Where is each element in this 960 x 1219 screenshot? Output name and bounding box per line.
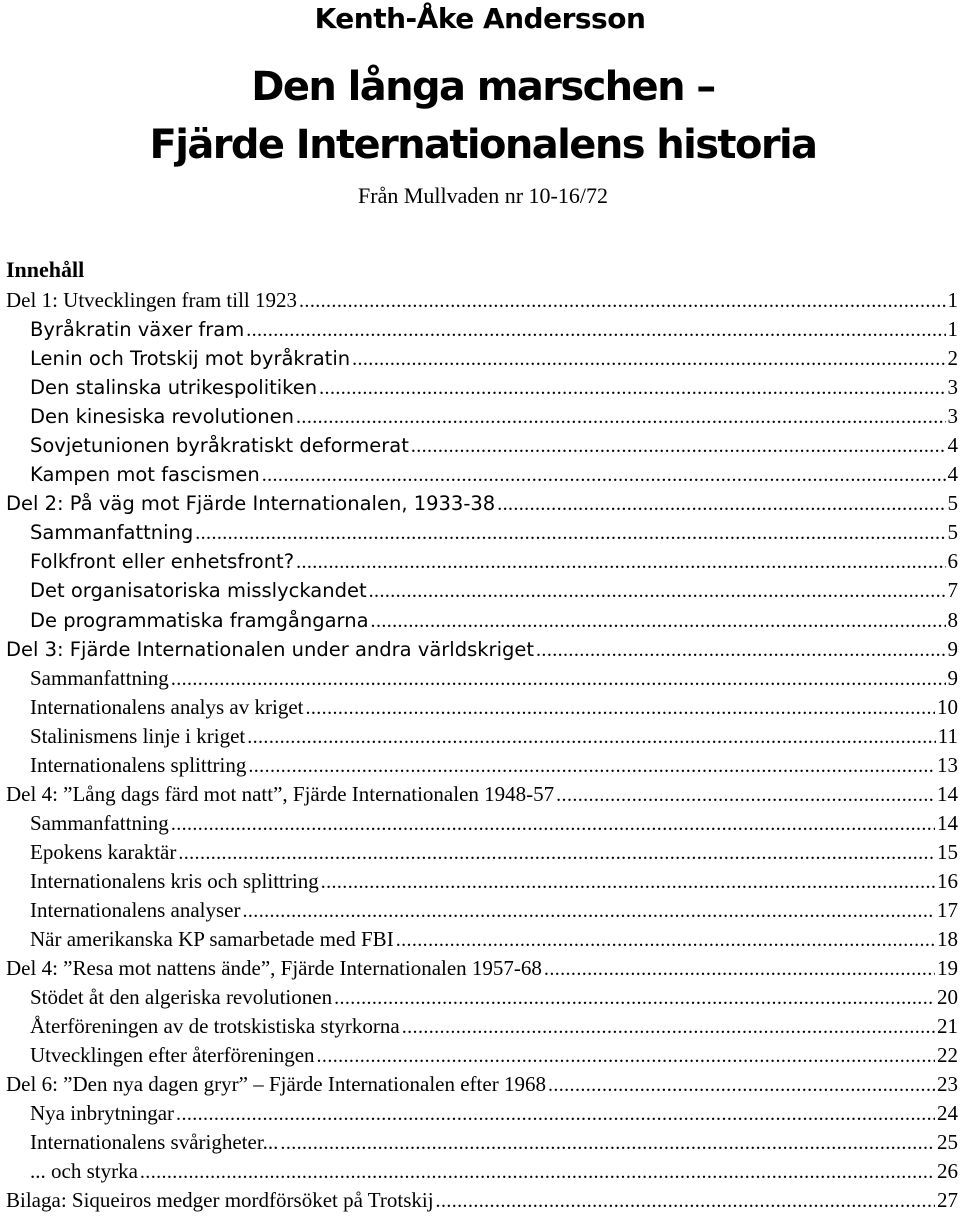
toc-entry[interactable] (0, 780, 960, 809)
toc-entry-label: Sammanfattning (30, 521, 194, 545)
toc-entry-label: Stalinismens linje i kriget (30, 723, 246, 748)
toc-entry-page: 2 (947, 346, 958, 371)
toc-entry-page: 4 (947, 433, 958, 458)
author-name: Kenth-Åke Andersson (314, 2, 646, 35)
toc-entry[interactable] (0, 896, 960, 925)
toc-entry[interactable] (0, 664, 960, 693)
toc-entry[interactable] (0, 809, 960, 838)
toc-entry[interactable] (0, 606, 960, 635)
toc-entry-label: De programmatiska framgångarna (30, 608, 369, 632)
toc-entry-page: 20 (937, 985, 958, 1010)
toc-entry-page: 14 (937, 781, 958, 806)
toc-entry-page: 24 (937, 1101, 958, 1126)
toc-entry-page: 25 (937, 1130, 958, 1155)
toc-entry[interactable] (0, 373, 960, 402)
toc-entry[interactable] (0, 460, 960, 489)
toc-entry-label: Del 6: ”Den nya dagen gryr” – Fjärde Internationalen efter 1968 (6, 1072, 546, 1097)
source-note: Från Mullvaden nr 10-16/72 (358, 183, 608, 208)
toc-entry[interactable] (0, 751, 960, 780)
toc-entry-page: 3 (947, 375, 958, 400)
toc-entry-page: 14 (937, 810, 958, 835)
toc-entry[interactable] (0, 722, 960, 751)
dot-leader (371, 607, 946, 635)
toc-entry-label: Internationalens analys av kriget (30, 694, 304, 719)
toc-entry-label: Del 1: Utvecklingen fram till 1923 (6, 288, 298, 312)
toc-entry[interactable] (0, 635, 960, 664)
toc-entry[interactable] (0, 547, 960, 576)
dot-leader (243, 897, 936, 925)
toc-entry-page: 1 (947, 288, 958, 312)
dot-leader (536, 636, 945, 664)
dot-leader (497, 490, 945, 518)
toc-entry-label: Internationalens svårigheter... (30, 1130, 279, 1155)
dot-leader (296, 548, 945, 576)
toc-entry-label: När amerikanska KP samarbetade med FBI (30, 927, 394, 952)
toc-entry-label: Del 4: ”Resa mot nattens ände”, Fjärde Internationalen 1957-68 (6, 956, 542, 981)
dot-leader (171, 665, 946, 693)
toc-entry-label: Epokens karaktär (30, 839, 177, 864)
toc-entry[interactable] (0, 402, 960, 431)
dot-leader (319, 374, 945, 402)
toc-heading: Innehåll (6, 257, 85, 282)
toc-entry-label: Den kinesiska revolutionen (30, 405, 295, 429)
dot-leader (195, 519, 945, 547)
toc-entry-label: Utvecklingen efter återföreningen (30, 1043, 315, 1068)
toc-entry[interactable] (0, 1012, 960, 1041)
toc-entry[interactable] (0, 1186, 960, 1215)
document-title (0, 58, 960, 174)
toc-entry-label: Del 3: Fjärde Internationalen under andra världskriget (6, 637, 535, 661)
dot-leader (246, 316, 945, 344)
toc-entry-page: 19 (937, 956, 958, 981)
toc-entry[interactable] (0, 489, 960, 518)
toc-entry-label: Lenin och Trotskij mot byråkratin (30, 347, 351, 371)
toc-entry[interactable] (0, 693, 960, 722)
toc-entry[interactable] (0, 925, 960, 954)
toc-entry-label: Stödet åt den algeriska revolutionen (30, 985, 333, 1010)
dot-leader (411, 432, 946, 460)
dot-leader (262, 461, 946, 489)
toc-entry-page: 4 (947, 462, 958, 487)
dot-leader (369, 577, 946, 605)
toc-entry-label: Byråkratin växer fram (30, 318, 245, 342)
toc-entry-page: 26 (937, 1159, 958, 1184)
toc-entry-label: Internationalens kris och splittring (30, 868, 319, 893)
toc-entry-label: Sammanfattning (30, 665, 169, 690)
dot-leader (544, 955, 935, 983)
dot-leader (280, 1129, 935, 1157)
toc-entry-page: 23 (937, 1072, 958, 1097)
toc-entry-label: Sovjetunionen byråkratiskt deformerat (30, 434, 409, 458)
toc-entry-page: 13 (937, 752, 958, 777)
toc-entry-label: ... och styrka (30, 1159, 138, 1184)
toc-entry-page: 17 (937, 897, 958, 922)
toc-entry-page: 5 (947, 520, 958, 545)
dot-leader (317, 1042, 935, 1070)
table-of-contents (0, 286, 960, 1216)
toc-entry-page: 8 (947, 607, 958, 632)
dot-leader (140, 1158, 935, 1186)
toc-entry[interactable] (0, 576, 960, 605)
toc-entry[interactable] (0, 1070, 960, 1099)
toc-entry[interactable] (0, 1128, 960, 1157)
title-line-1: Den långa marschen – (251, 64, 715, 110)
toc-entry[interactable] (0, 838, 960, 867)
toc-entry[interactable] (0, 315, 960, 344)
dot-leader (352, 345, 945, 373)
toc-entry-label: Kampen mot fascismen (30, 463, 260, 487)
toc-entry-page: 18 (937, 927, 958, 952)
dot-leader (402, 1013, 935, 1041)
dot-leader (171, 810, 935, 838)
toc-entry-page: 1 (947, 317, 958, 342)
toc-entry-page: 11 (937, 723, 958, 748)
toc-entry[interactable] (0, 1157, 960, 1186)
dot-leader (334, 984, 935, 1012)
dot-leader (396, 926, 935, 954)
dot-leader (299, 287, 945, 315)
dot-leader (556, 781, 935, 809)
toc-entry[interactable] (0, 1099, 960, 1128)
dot-leader (436, 1187, 935, 1215)
toc-entry[interactable] (0, 954, 960, 983)
dot-leader (178, 839, 935, 867)
toc-entry-page: 22 (937, 1043, 958, 1068)
toc-entry-label: Det organisatoriska misslyckandet (30, 579, 367, 603)
toc-entry-page: 5 (947, 491, 958, 516)
toc-entry[interactable] (0, 983, 960, 1012)
toc-entry[interactable] (0, 344, 960, 373)
toc-entry-page: 6 (947, 549, 958, 574)
toc-entry-label: Internationalens splittring (30, 752, 247, 777)
toc-entry-page: 27 (937, 1188, 958, 1213)
toc-entry[interactable] (0, 286, 960, 315)
dot-leader (248, 752, 935, 780)
toc-entry-page: 3 (947, 404, 958, 429)
dot-leader (296, 403, 945, 431)
toc-entry-label: Folkfront eller enhetsfront? (30, 550, 295, 574)
toc-entry-label: Del 2: På väg mot Fjärde Internationalen, 1933-38 (6, 492, 496, 516)
toc-entry-page: 9 (947, 636, 958, 661)
toc-entry-page: 10 (937, 694, 958, 719)
dot-leader (176, 1100, 935, 1128)
toc-entry-page: 7 (947, 578, 958, 603)
title-line-2: Fjärde Internationalens historia (149, 122, 817, 168)
toc-entry-page: 9 (947, 665, 958, 690)
dot-leader (247, 723, 936, 751)
toc-entry[interactable] (0, 867, 960, 896)
toc-entry-label: Den stalinska utrikespolitiken (30, 376, 318, 400)
toc-entry[interactable] (0, 518, 960, 547)
toc-entry-label: Sammanfattning (30, 810, 169, 835)
toc-entry-page: 15 (937, 839, 958, 864)
dot-leader (321, 868, 935, 896)
toc-entry-page: 16 (937, 868, 958, 893)
toc-entry-page: 21 (937, 1014, 958, 1039)
toc-entry-label: Del 4: ”Lång dags färd mot natt”, Fjärde Internationalen 1948-57 (6, 781, 555, 806)
toc-entry-label: Återföreningen av de trotskistiska styrkorna (30, 1014, 400, 1039)
toc-entry[interactable] (0, 1041, 960, 1070)
dot-leader (305, 694, 935, 722)
toc-entry-label: Nya inbrytningar (30, 1101, 175, 1126)
toc-entry-label: Bilaga: Siqueiros medger mordförsöket på Trotskij (6, 1188, 434, 1213)
dot-leader (548, 1071, 935, 1099)
toc-entry-label: Internationalens analyser (30, 897, 241, 922)
toc-entry[interactable] (0, 431, 960, 460)
